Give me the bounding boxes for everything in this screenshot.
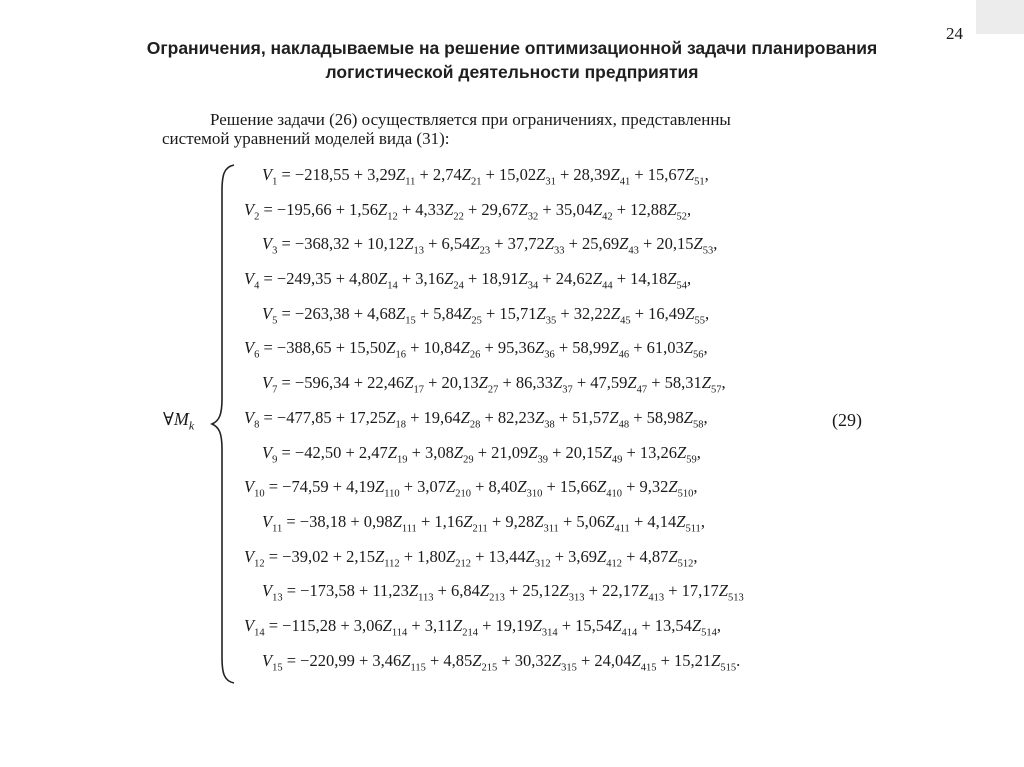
intro-paragraph [162, 110, 877, 148]
equation-number: (29) [832, 410, 862, 430]
quantifier-subscript: k [188, 418, 195, 433]
quantifier-symbol: ∀M [163, 409, 189, 429]
equation-row: $V_{11} = -38,18 + 0,98Z_{111} + 1,16Z_{211} + 9,28Z_{311} + 5,06Z_{411} + 4,14Z_{511}$, [262, 511, 705, 535]
equation-row: $V_4 = -249,35 + 4,80Z_{14} + 3,16Z_{24} + 18,91Z_{34} + 24,62Z_{44} + 14,18Z_{54}$, [244, 269, 692, 292]
title-line-2: логистической деятельности предприятия [325, 62, 699, 82]
equation-row: $V_5 = -263,38 + 4,68Z_{15} + 5,84Z_{25} + 15,71Z_{35} + 32,22Z_{45} + 16,49Z_{55}$, [262, 303, 710, 327]
equation-row: $V_2 = -195,66 + 1,56Z_{12} + 4,33Z_{22} + 29,67Z_{32} + 35,04Z_{42} + 12,88Z_{52}$, [244, 199, 692, 222]
intro-line-2: системой уравнений моделей вида (31): [162, 129, 450, 148]
title-line-1: Ограничения, накладываемые на решение оптимизационной задачи планирования [146, 38, 878, 58]
quantifier [163, 409, 194, 434]
equation-system [232, 158, 816, 688]
intro-line-1: Решение задачи (26) осуществляется при ограничениях, представленны [210, 110, 731, 129]
equation-row: $V_{10} = -74,59 + 4,19Z_{110} + 3,07Z_{210} + 8,40Z_{310} + 15,66Z_{410} + 9,32Z_{510}$, [244, 477, 698, 500]
equation-row: $V_8 = -477,85 + 17,25Z_{18} + 19,64Z_{28} + 82,23Z_{38} + 51,57Z_{48} + 58,98Z_{58}$, [244, 407, 708, 431]
equation-row: $V_9 = -42,50 + 2,47Z_{19} + 3,08Z_{29} + 21,09Z_{39} + 20,15Z_{49} + 13,26Z_{59}$, [262, 442, 701, 465]
equation-row: $V_1 = -218,55 + 3,29Z_{11} + 2,74Z_{21} + 15,02Z_{31} + 28,39Z_{41} + 15,67Z_{51}$, [262, 165, 709, 188]
equation-row: $V_7 = -596,34 + 22,46Z_{17} + 20,13Z_{27} + 86,33Z_{37} + 47,59Z_{47} + 58,31Z_{57}$, [262, 373, 726, 396]
corner-decoration [976, 0, 1024, 34]
page-number: 24 [946, 24, 963, 43]
equation-row: $V_6 = -388,65 + 15,50Z_{16} + 10,84Z_{26} + 95,36Z_{36} + 58,99Z_{46} + 61,03Z_{56}$, [244, 338, 708, 361]
equation-row: $V_{12} = -39,02 + 2,15Z_{112} + 1,80Z_{212} + 13,44Z_{312} + 3,69Z_{412} + 4,87Z_{512}$, [244, 546, 698, 569]
equation-row: $V_3 = -368,32 + 10,12Z_{13} + 6,54Z_{23} + 37,72Z_{33} + 25,69Z_{43} + 20,15Z_{53}$, [262, 234, 718, 257]
slide-title [40, 36, 984, 84]
equation-row: $V_{13} = -173,58 + 11,23Z_{113} + 6,84Z_{213} + 25,12Z_{313} + 22,17Z_{413} + 17,17Z_{513}$ [262, 581, 744, 604]
equation-row: $V_{14} = -115,28 + 3,06Z_{114} + 3,11Z_{214} + 19,19Z_{314} + 15,54Z_{414} + 13,54Z_{514}$, [244, 615, 721, 639]
equation-row: $V_{15} = -220,99 + 3,46Z_{115} + 4,85Z_{215} + 30,32Z_{315} + 24,04Z_{415} + 15,21Z_{515}$. [262, 650, 741, 673]
